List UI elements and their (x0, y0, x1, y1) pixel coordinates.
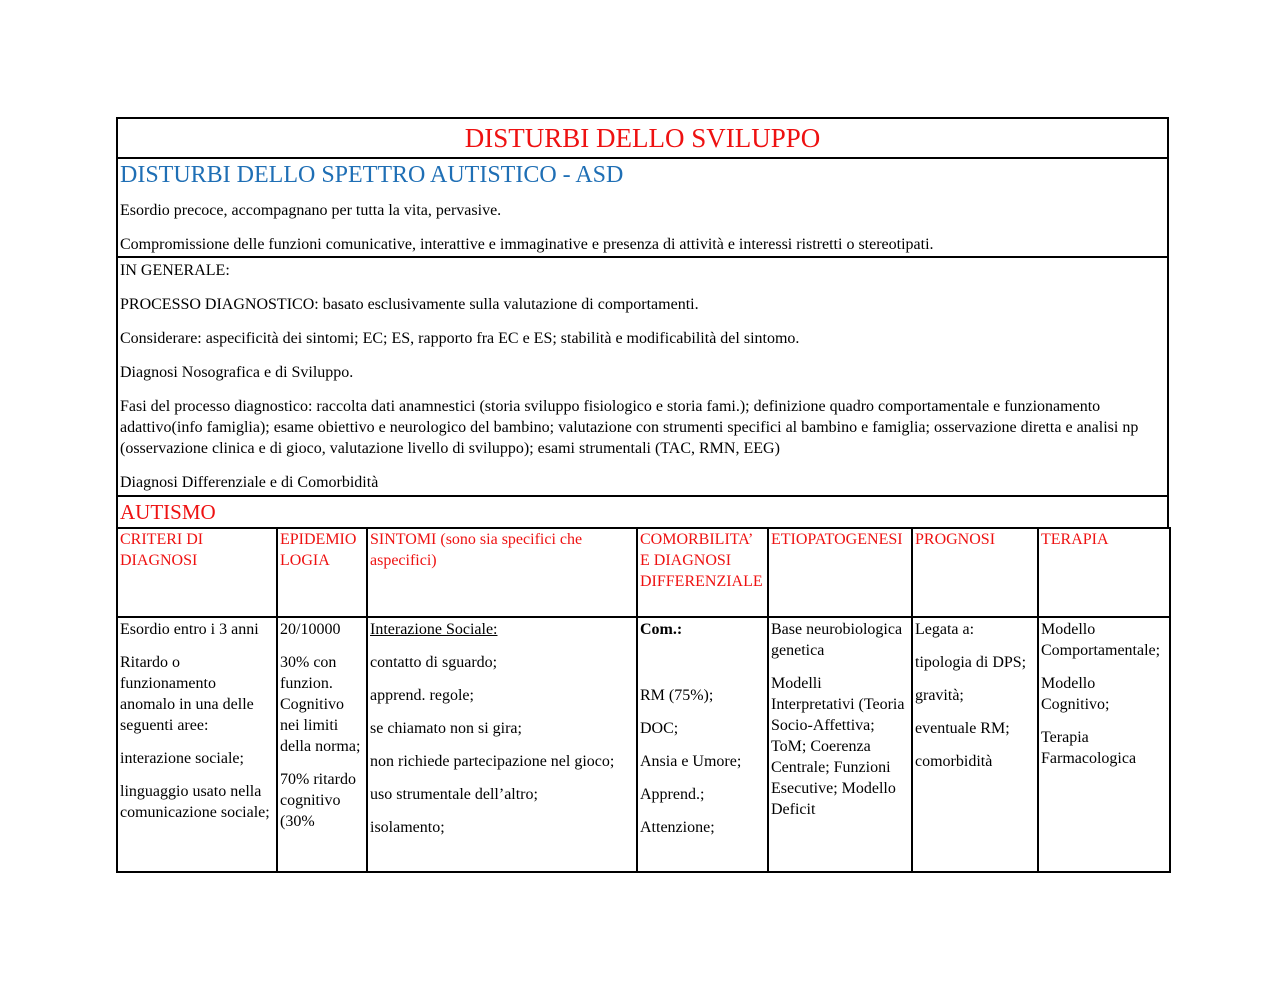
terapia-item: Modello Comportamentale; (1041, 621, 1161, 659)
comorbilita-cell (637, 617, 768, 872)
general-line: PROCESSO DIAGNOSTICO: basato esclusivamente sulla valutazione di comportamenti. (120, 296, 699, 313)
general-section (116, 256, 1169, 495)
general-line: Diagnosi Nosografica e di Sviluppo. (120, 364, 354, 381)
epidemiologia-item: 30% con funzion. Cognitivo nei limiti della norma; (280, 654, 361, 755)
comorbilita-item: Attenzione; (640, 819, 715, 836)
document-table (116, 117, 1169, 873)
header-comorbilita: COMORBILITA’ E DIAGNOSI DIFFERENZIALE (637, 528, 768, 617)
terapia-item: Terapia Farmacologica (1041, 729, 1137, 767)
epidemiologia-cell (277, 617, 367, 872)
etiopatogenesi-item: Modelli Interpretativi (Teoria Socio-Affettiva; ToM; Coerenza Centrale; Funzioni Esecutive; Modello Deficit (771, 675, 905, 818)
sintomi-item: contatto di sguardo; (370, 654, 498, 671)
section-line: Esordio precoce, accompagnano per tutta la vita, pervasive. (120, 202, 502, 219)
general-line: IN GENERALE: (120, 262, 230, 279)
prognosi-item: Legata a: (915, 621, 975, 638)
prognosi-item: comorbidità (915, 753, 993, 770)
header-epidemiologia: EPIDEMIOLOGIA (277, 528, 367, 617)
table-header-row (117, 528, 1170, 617)
prognosi-item: gravità; (915, 687, 964, 704)
sintomi-item: se chiamato non si gira; (370, 720, 522, 737)
sintomi-item: apprend. regole; (370, 687, 474, 704)
general-line: Diagnosi Differenziale e di Comorbidità (120, 474, 379, 491)
sintomi-item: isolamento; (370, 819, 445, 836)
criteri-item: interazione sociale; (120, 750, 244, 767)
prognosi-cell (912, 617, 1038, 872)
header-sintomi: SINTOMI (sono sia specifici che aspecifici) (367, 528, 637, 617)
autismo-title: AUTISMO (116, 495, 1169, 527)
header-criteri: CRITERI DI DIAGNOSI (117, 528, 277, 617)
etiopatogenesi-cell (768, 617, 912, 872)
sintomi-heading: Interazione Sociale: (370, 621, 498, 638)
epidemiologia-item: 70% ritardo cognitivo (30% (280, 771, 356, 830)
sintomi-cell (367, 617, 637, 872)
terapia-item: Modello Cognitivo; (1041, 675, 1110, 713)
sintomi-item: non richiede partecipazione nel gioco; (370, 753, 615, 770)
comorbilita-item: RM (75%); (640, 687, 714, 704)
spacer (640, 652, 765, 685)
comorbilita-item: Ansia e Umore; (640, 753, 742, 770)
prognosi-item: eventuale RM; (915, 720, 1010, 737)
etiopatogenesi-item: Base neurobiologica genetica (771, 621, 903, 659)
comorbilita-item: DOC; (640, 720, 679, 737)
autismo-table (116, 527, 1171, 873)
document-title: DISTURBI DELLO SVILUPPO (116, 117, 1169, 157)
criteri-cell (117, 617, 277, 872)
asd-section (116, 157, 1169, 256)
header-etiopatogenesi: ETIOPATOGENESI (768, 528, 912, 617)
table-row (117, 617, 1170, 872)
sintomi-item: uso strumentale dell’altro; (370, 786, 538, 803)
header-prognosi: PROGNOSI (912, 528, 1038, 617)
general-line: Considerare: aspecificità dei sintomi; EC; ES, rapporto fra EC e ES; stabilità e modificabilità del sintomo. (120, 330, 800, 347)
section-title: DISTURBI DELLO SPETTRO AUTISTICO - ASD (120, 162, 624, 188)
epidemiologia-item: 20/10000 (280, 621, 341, 638)
comorbilita-heading: Com.: (640, 621, 683, 638)
header-terapia: TERAPIA (1038, 528, 1170, 617)
section-line: Compromissione delle funzioni comunicative, interattive e immaginative e presenza di attività e interessi ristretti o stereotipati. (120, 236, 934, 253)
criteri-item: Esordio entro i 3 anni (120, 621, 259, 638)
criteri-item: linguaggio usato nella comunicazione sociale; (120, 783, 270, 821)
criteri-item: Ritardo o funzionamento anomalo in una delle seguenti aree: (120, 654, 254, 734)
comorbilita-item: Apprend.; (640, 786, 705, 803)
general-line: Fasi del processo diagnostico: raccolta dati anamnestici (storia sviluppo fisiologico e storia fami.); definizione quadro comportamentale e funzionamento adattivo(info famiglia); esame obiettivo e neurologico del bambino; valutazione con strumenti specifici al bambino e famiglia; osservazione diretta e analisi np (osservazione clinica e di gioco, valutazione livello di sviluppo); esami strumentali (TAC, RMN, EEG) (120, 398, 1139, 457)
prognosi-item: tipologia di DPS; (915, 654, 1027, 671)
terapia-cell (1038, 617, 1170, 872)
